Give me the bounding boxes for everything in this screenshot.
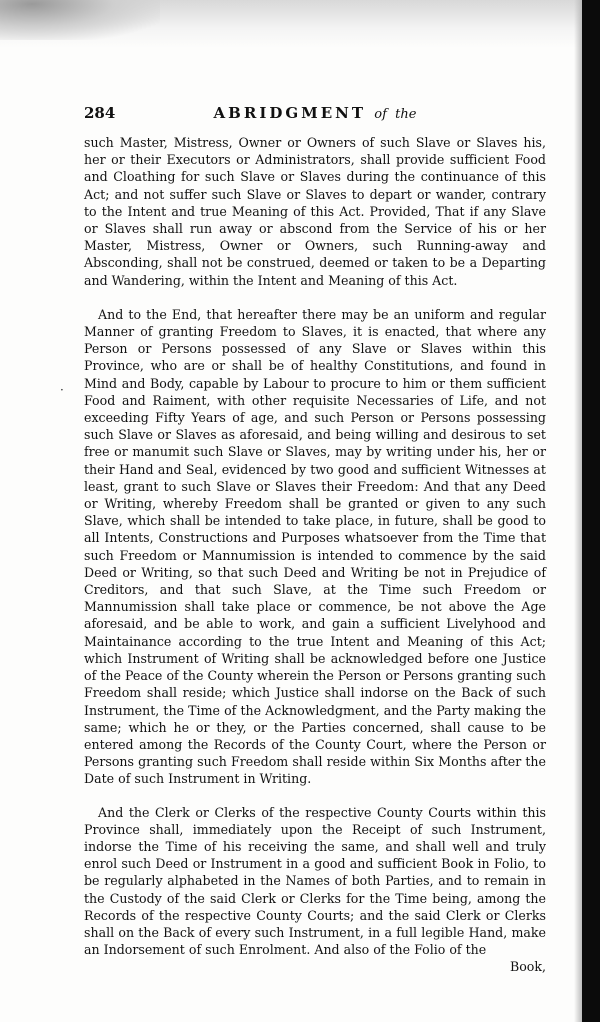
paragraph-1: such Master, Mistress, Owner or Owners of such Slave or Slaves his, her or their Executors or Administrators, shall provide sufficient Food and Cloathing for such Slave or Slaves during the continuance of this Act; and not suffer such Slave or Slaves to depart or wander, contrary to the Intent and true Meaning of this Act. Provided, That if any Slave or Slaves shall run away or abscond from the Service of his or her Master, Mistress, Owner or Owners, such Running-away and Absconding, shall not be construed, deemed or taken to be a Departing and Wandering, within the Intent and Meaning of this Act. xyxy=(84,135,546,288)
running-head-of: of xyxy=(374,107,387,122)
margin-mark: · xyxy=(60,383,64,397)
paragraph-3: And the Clerk or Clerks of the respective County Courts within this Province shall, immediately upon the Receipt of such Instrument, indorse the Time of his receiving the same, and shall well and truly enrol such Deed or Instrument in a good and sufficient Book in Folio, to be regularly alphabeted in the Names of both Parties, and to remain in the Custody of the said Clerk or Clerks for the Time being, among the Records of the respective County Courts; and the said Clerk or Clerks shall on the Back of every such Instrument, in a full legible Hand, make an Indorsement of such Enrolment. And also of the Folio of the xyxy=(84,804,546,958)
page-number: 284 xyxy=(84,104,116,122)
running-head-the: the xyxy=(395,107,417,122)
catchword: Book, xyxy=(509,959,546,975)
scan-gutter-shade xyxy=(574,0,582,1022)
page-header xyxy=(84,104,546,134)
scan-corner-shadow xyxy=(0,0,160,40)
scan-edge-right xyxy=(582,0,600,1022)
book-page xyxy=(84,104,546,975)
running-head xyxy=(84,104,546,122)
paragraph-2: And to the End, that hereafter there may be an uniform and regular Manner of granting Freedom to Slaves, it is enacted, that where any Person or Persons possessed of any Slave or Slaves within this Province, who are or shall be of healthy Constitutions, and found in Mind and Body, capable by Labour to procure to him or them sufficient Food and Raiment, with other requisite Necessaries of Life, and not exceeding Fifty Years of age, and such Person or Persons possessing such Slave or Slaves as aforesaid, and being willing and desirous to set free or manumit such Slave or Slaves, may by writing under his, her or their Hand and Seal, evidenced by two good and sufficient Witnesses at least, grant to such Slave or Slaves their Freedom: And that any Deed or Writing, whereby Freedom shall be granted or given to any such Slave, which shall be intended to take place, in future, shall be good to all Intents, Constructions and Purposes whatsoever from the Time that such Freedom or Mannumission is intended to commence by the said Deed or Writing, so that such Deed and Writing be not in Prejudice of Creditors, and that such Slave, at the Time such Freedom or Mannumission shall take place or commence, be not above the Age aforesaid, and be able to work, and gain a sufficient Livelyhood and Maintainance according to the true Intent and Meaning of this Act; which Instrument of Writing shall be acknowledged before one Justice of the Peace of the County wherein the Person or Persons granting such Freedom shall reside; which Justice shall indorse on the Back of such Instrument, the Time of the Acknowledgment, and the Party making the same; which he or they, or the Parties concerned, shall cause to be entered among the Records of the County Court, where the Person or Persons granting such Freedom shall reside within Six Months after the Date of such Instrument in Writing. xyxy=(84,306,546,787)
running-head-main: ABRIDGMENT xyxy=(213,104,367,122)
